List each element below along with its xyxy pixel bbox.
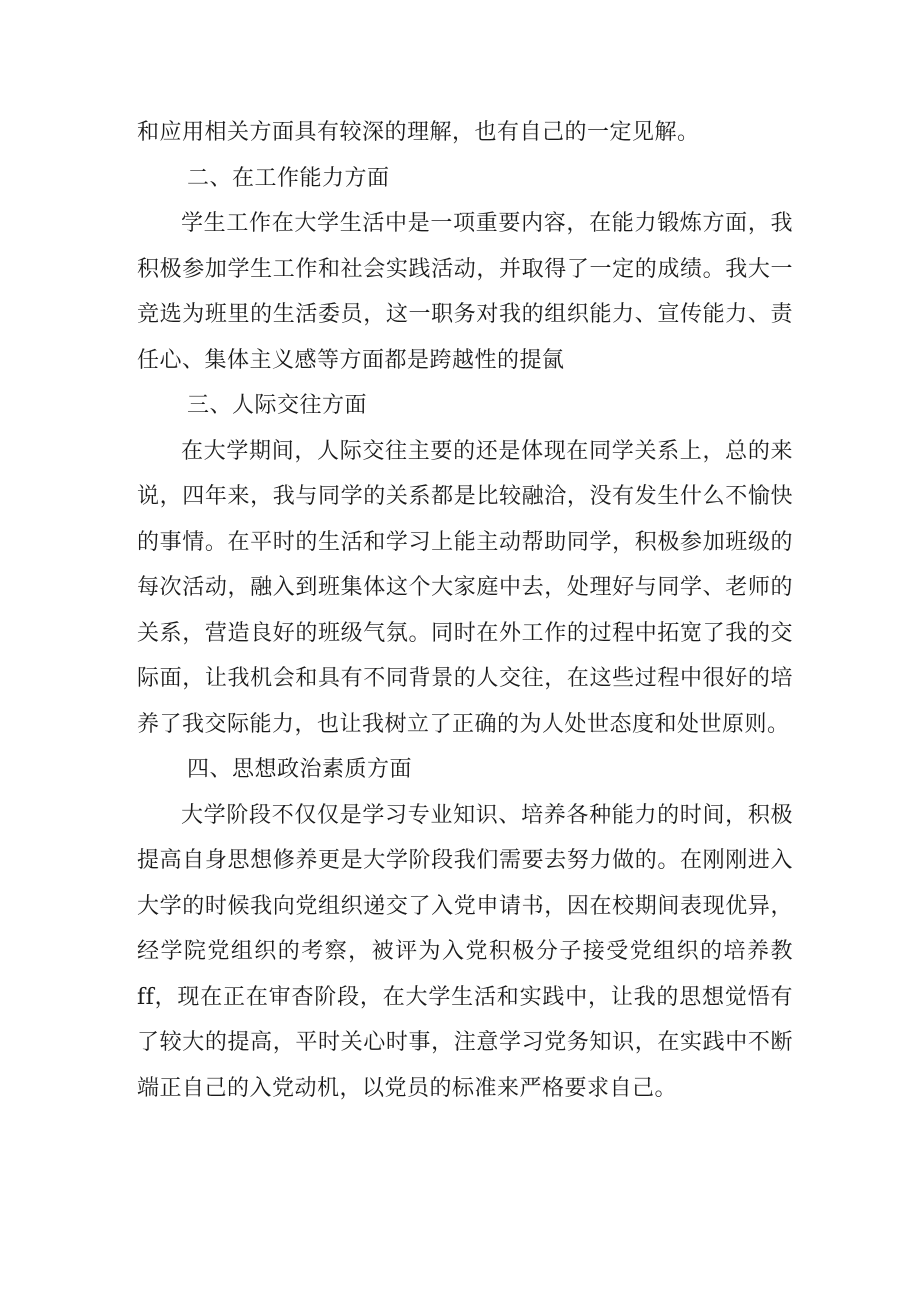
paragraph-continuation: 和应用相关方面具有较深的理解，也有自己的一定见解。 xyxy=(137,120,700,145)
paragraph-work-ability: 学生工作在大学生活中是一项重要内容，在能力锻炼方面，我积极参加学生工作和社会实践活动，并取得了一定的成绩。我大一竞选为班里的生活委员，这一职务对我的组织能力、宣传能力、责任心、集体主义感等方面都是跨越性的提氤 xyxy=(137,211,793,373)
section-heading-interpersonal: 三、人际交往方面 xyxy=(187,393,368,418)
section-heading-work-ability: 二、在工作能力方面 xyxy=(187,165,390,191)
document-body xyxy=(137,110,793,1111)
paragraph-political: 大学阶段不仅仅是学习专业知识、培养各种能力的时间，积极提高自身思想修养更是大学阶段我们需要去努力做的。在刚刚进入大学的时候我向党组织递交了入党申请书，因在校期间表现优异，经学院党组织的考察，被评为入党积极分子接受党组织的培养教ff，现在正在审杳阶段，在大学生活和实践中，让我的思想觉悟有了较大的提高，平时关心时事，注意学习党务知识，在实践中不断端正自己的入党动机，以党员的标准来严格要求自己。 xyxy=(137,802,793,1101)
paragraph-interpersonal: 在大学期间，人际交往主要的还是体现在同学关系上，总的来说，四年来，我与同学的关系都是比较融洽，没有发生什么不愉快的事情。在平时的生活和学习上能主动帮助同学，积极参加班级的每次活动，融入到班集体这个大家庭中去，处理好与同学、老师的关系，营造良好的班级气氛。同时在外工作的过程中拓宽了我的交际面，让我机会和具有不同背景的人交往，在这些过程中很好的培养了我交际能力，也让我树立了正确的为人处世态度和处世原则。 xyxy=(137,438,793,737)
section-heading-political: 四、思想政治素质方面 xyxy=(187,757,413,782)
